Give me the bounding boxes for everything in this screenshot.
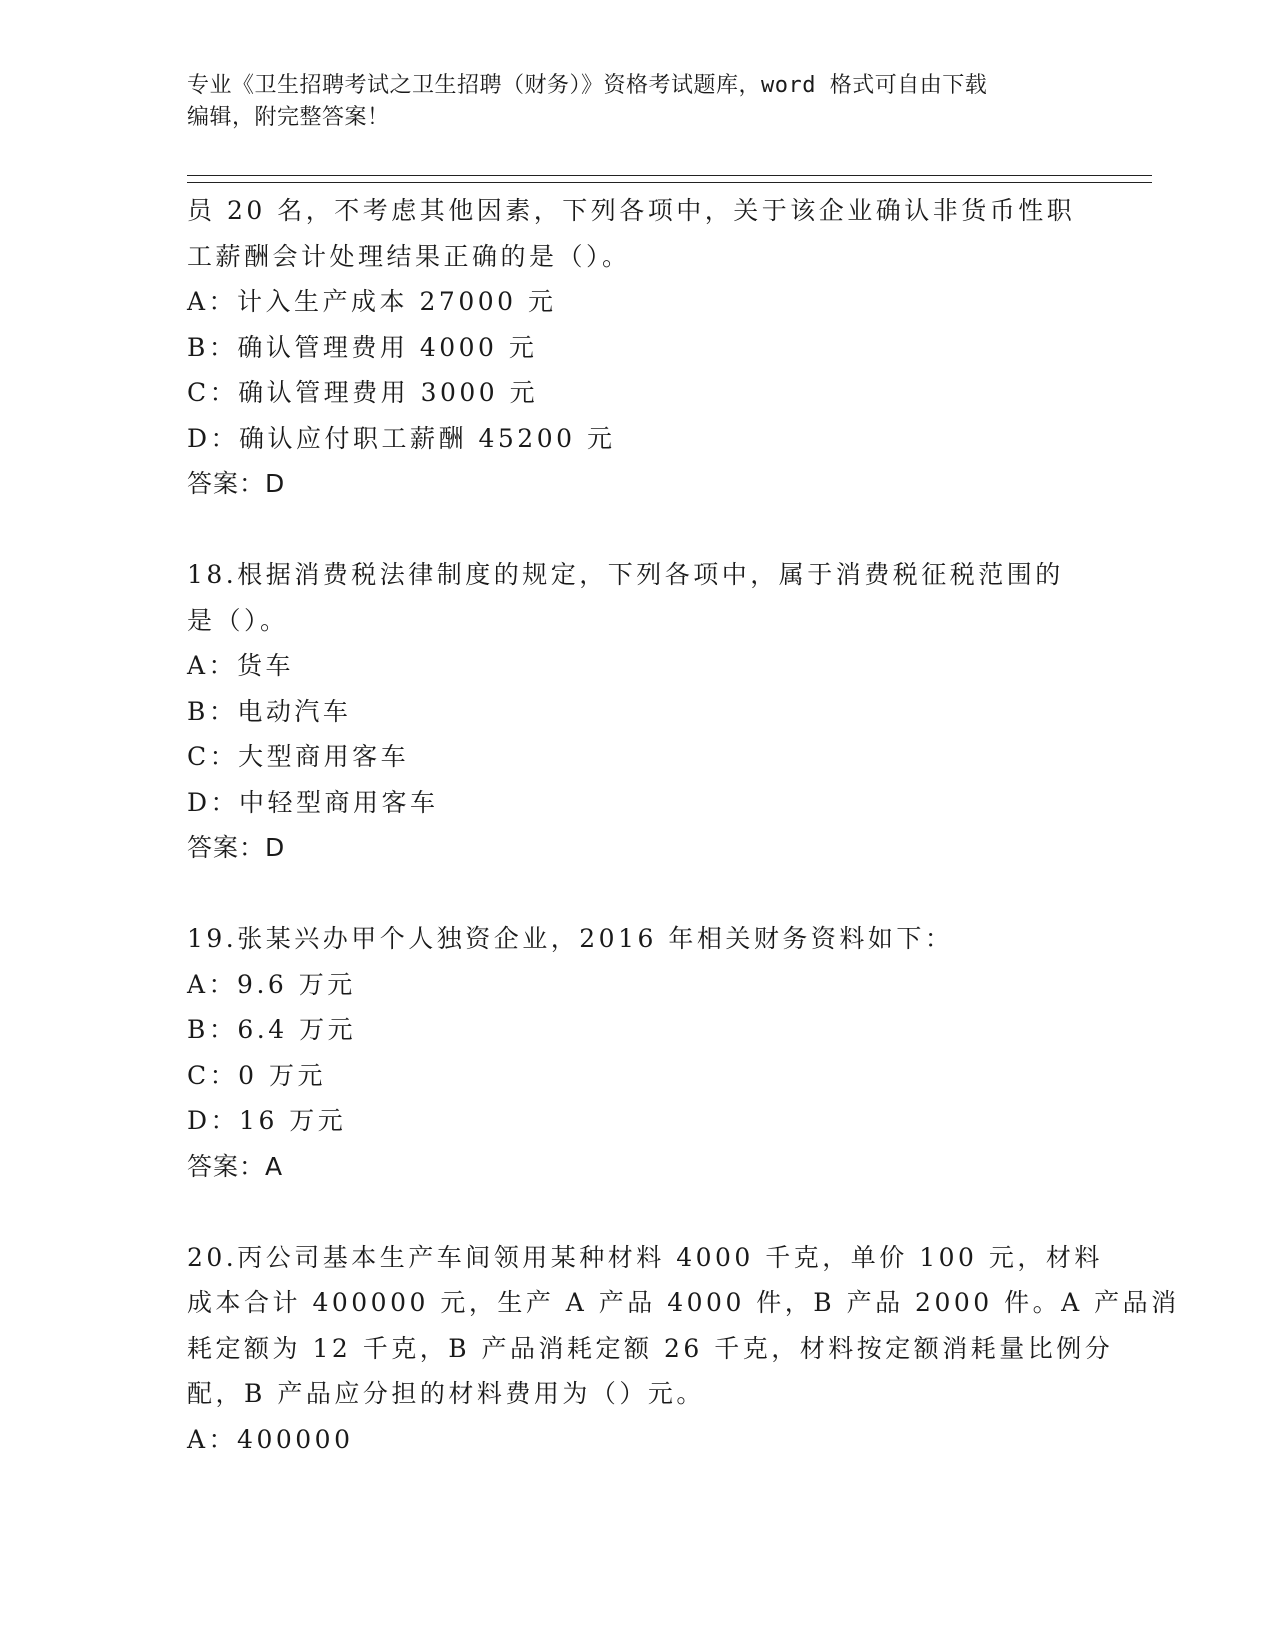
option-a: A：400000 (187, 1424, 354, 1454)
option-b: B：电动汽车 (187, 696, 352, 726)
option-c: C：0 万元 (187, 1060, 326, 1090)
header-line-2: 编辑，附完整答案！ (187, 105, 390, 130)
question-spacer (187, 871, 1087, 917)
question-list (187, 188, 1180, 1462)
option-d: D：确认应付职工薪酬 45200 元 (187, 423, 616, 453)
question-stem-line: 20.丙公司基本生产车间领用某种材料 4000 千克，单价 100 元，材料 (187, 1242, 1103, 1272)
question-spacer (187, 507, 1087, 553)
question-stem-line: 耗定额为 12 千克，B 产品消耗定额 26 千克，材料按定额消耗量比例分 (187, 1333, 1114, 1363)
option-a: A：计入生产成本 27000 元 (187, 287, 557, 316)
question-19 (187, 916, 1087, 1189)
question-stem-line: 是（）。 (187, 605, 289, 635)
option-d: D：中轻型商用客车 (187, 787, 439, 817)
question-stem-line: 配，B 产品应分担的材料费用为（）元。 (187, 1379, 705, 1408)
header-divider-bottom (187, 182, 1152, 183)
question-stem-line: 18.根据消费税法律制度的规定，下列各项中，属于消费税征税范围的 (187, 560, 1064, 589)
question-18 (187, 552, 1087, 871)
option-c: C：大型商用客车 (187, 742, 410, 771)
question-20 (187, 1235, 1180, 1463)
question-stem-line: 工薪酬会计处理结果正确的是（）。 (187, 241, 631, 271)
question-spacer (187, 1189, 1087, 1235)
option-a: A：货车 (187, 651, 295, 680)
answer-line: 答案：D (187, 469, 286, 498)
document-header (187, 70, 1067, 134)
header-line-1: 专业《卫生招聘考试之卫生招聘（财务）》资格考试题库，word 格式可自由下载 (187, 73, 988, 98)
option-d: D：16 万元 (187, 1106, 347, 1135)
answer-line: 答案：A (187, 1151, 284, 1181)
header-divider-top (187, 175, 1152, 176)
option-c: C：确认管理费用 3000 元 (187, 378, 539, 407)
answer-line: 答案：D (187, 833, 286, 862)
option-b: B：6.4 万元 (187, 1015, 357, 1044)
question-stem-line: 成本合计 400000 元，生产 A 产品 4000 件，B 产品 2000 件。A 产品消 (187, 1288, 1180, 1317)
question-stem-line: 19.张某兴办甲个人独资企业，2016 年相关财务资料如下： (187, 924, 954, 953)
option-b: B：确认管理费用 4000 元 (187, 332, 538, 362)
option-a: A：9.6 万元 (187, 969, 356, 999)
question-stem-line: 员 20 名，不考虑其他因素，下列各项中，关于该企业确认非货币性职 (187, 196, 1076, 225)
question-17 (187, 188, 1087, 507)
